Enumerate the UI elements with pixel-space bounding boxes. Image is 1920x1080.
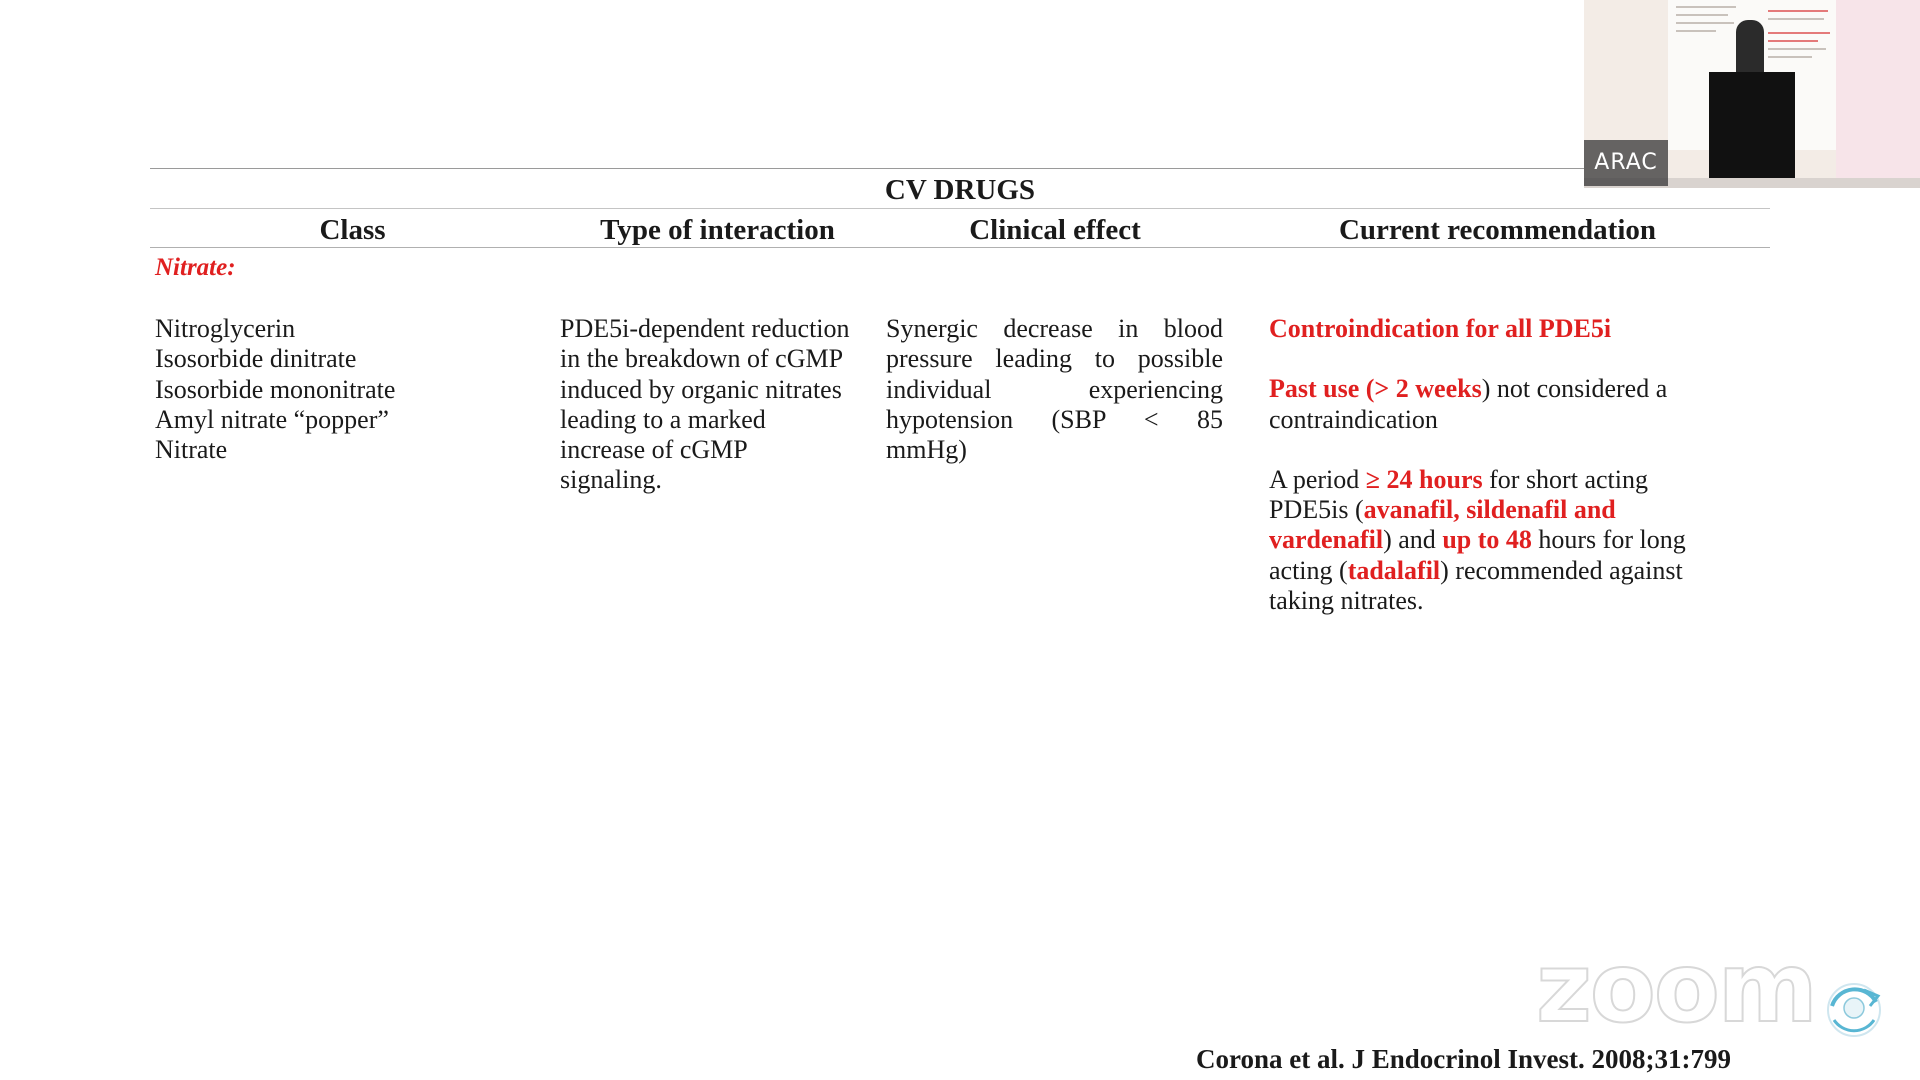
interaction-line: signaling. [560,465,662,495]
screen-edge [1836,0,1920,188]
class-item: Isosorbide mononitrate [155,374,396,404]
section-label-nitrate: Nitrate: [155,254,236,281]
speaker-video-tile[interactable] [1584,0,1920,188]
recommendation-contraindication: Controindication for all PDE5i [1269,314,1612,343]
class-item: Amyl nitrate “popper” [155,404,389,434]
interaction-line: leading to a marked [560,404,766,434]
recommendation-period-line: taking nitrates. [1269,586,1424,616]
interaction-line: increase of cGMP [560,435,748,465]
citation: Corona et al. J Endocrinol Invest. 2008;31:799 [1196,1044,1732,1074]
recommendation-past-use-cont: contraindication [1269,404,1438,434]
interaction-cell [560,314,880,496]
clinical-line: mmHg) [886,435,967,465]
recommendation-period-line: acting (tadalafil) recommended against [1269,555,1683,585]
header-current-recommendation: Current recommendation [1338,214,1657,246]
clinical-effect-cell [886,314,1223,465]
class-item: Isosorbide dinitrate [155,344,357,374]
recommendation-period-line: A period ≥ 24 hours for short acting [1269,464,1648,494]
zoom-watermark: zoom [1536,932,1816,1044]
past-use-highlight: Past use (> 2 weeks [1269,374,1482,404]
slide-title: CV DRUGS [884,174,1036,206]
clinical-line: hypotension (SBP < 85 [886,404,1223,434]
speaker-name-label: ARAC [1584,140,1668,186]
interaction-line: induced by organic nitrates [560,374,842,404]
header-rule [150,247,1770,248]
recommendation-cell [1269,314,1749,616]
class-item: Nitroglycerin [155,314,296,343]
interaction-line: PDE5i-dependent reduction [560,314,850,343]
header-class: Class [319,214,386,246]
title-rule [150,208,1770,209]
class-item: Nitrate [155,435,228,465]
header-clinical-effect: Clinical effect [969,214,1141,246]
clinical-line: individual experiencing [886,374,1223,404]
clinical-line: pressure leading to possible [886,344,1223,374]
recommendation-period-line: vardenafil) and up to 48 hours for long [1269,525,1686,555]
ssmh-logo-icon [1822,976,1886,1040]
recommendation-past-use: Past use (> 2 weeks) not considered a [1269,374,1668,404]
podium [1709,72,1795,188]
clinical-line: Synergic decrease in blood [886,314,1223,343]
table-top-rule [150,168,1770,169]
recommendation-period-line: PDE5is (avanafil, sildenafil and [1269,495,1616,525]
class-cell [155,314,545,465]
speaker-figure [1736,20,1764,78]
interaction-line: in the breakdown of cGMP [560,344,844,374]
header-type-of-interaction: Type of interaction [600,214,835,246]
